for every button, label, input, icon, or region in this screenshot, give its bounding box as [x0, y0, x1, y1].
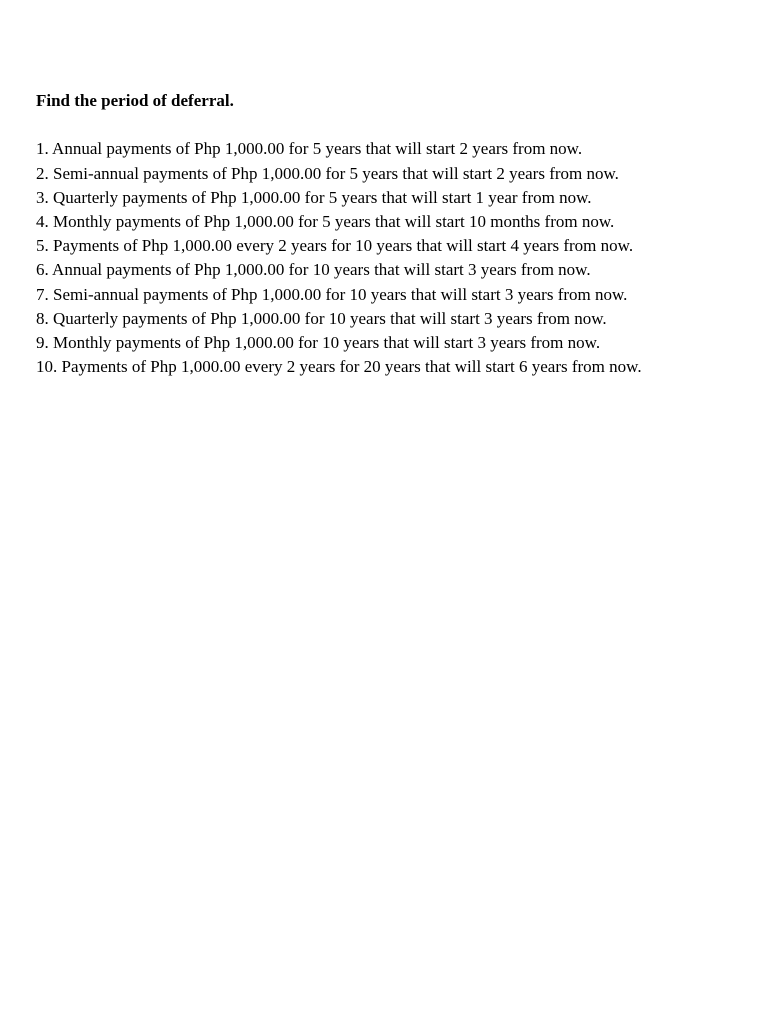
document-page: [36, 89, 736, 379]
problem-item-7: 7. Semi-annual payments of Php 1,000.00 for 10 years that will start 3 years from now.: [36, 284, 628, 304]
problem-item-10: 10. Payments of Php 1,000.00 every 2 years for 20 years that will start 6 years from now.: [36, 357, 642, 377]
problem-item-3: 3. Quarterly payments of Php 1,000.00 for 5 years that will start 1 year from now.: [36, 187, 592, 207]
problem-item-4: 4. Monthly payments of Php 1,000.00 for 5 years that will start 10 months from now.: [36, 212, 615, 231]
problem-item-2: 2. Semi-annual payments of Php 1,000.00 for 5 years that will start 2 years from now.: [36, 163, 619, 183]
problem-item-8: 8. Quarterly payments of Php 1,000.00 for 10 years that will start 3 years from now.: [36, 308, 607, 328]
problem-list: [36, 137, 736, 379]
title-spacer: [36, 113, 736, 137]
problem-item-9: 9. Monthly payments of Php 1,000.00 for 10 years that will start 3 years from now.: [36, 333, 601, 353]
problem-item-5: 5. Payments of Php 1,000.00 every 2 years for 10 years that will start 4 years from now.: [36, 236, 634, 256]
document-title: Find the period of deferral.: [36, 91, 234, 110]
problem-item-6: 6. Annual payments of Php 1,000.00 for 10 years that will start 3 years from now.: [36, 260, 591, 280]
problem-item-1: 1. Annual payments of Php 1,000.00 for 5 years that will start 2 years from now.: [36, 139, 583, 159]
